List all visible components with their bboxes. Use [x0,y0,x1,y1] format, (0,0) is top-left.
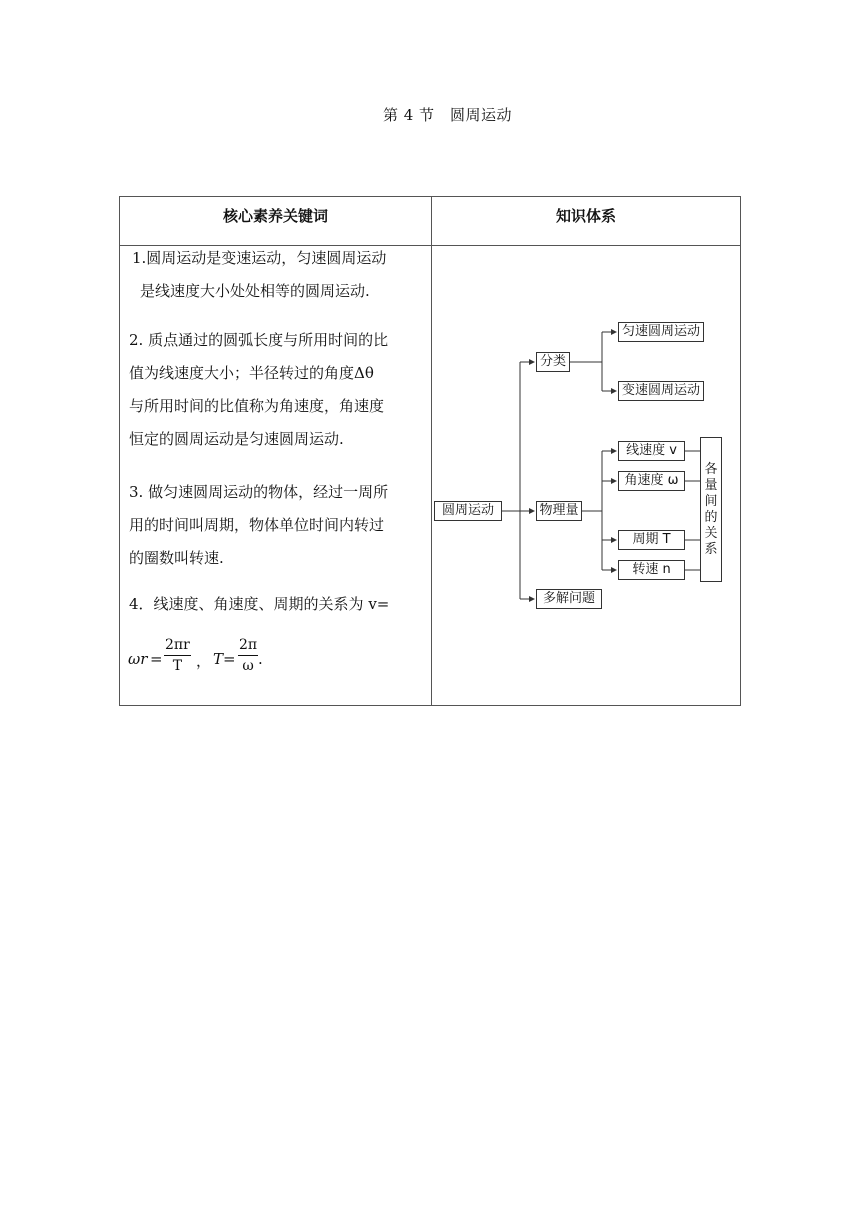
p1-line-1: 1.圆周运动是变速运动，匀速圆周运动 [132,249,387,267]
keyword-paragraph-1 [132,242,428,308]
node-circular-motion: 圆周运动 [434,501,502,521]
p2-line-4: 恒定的圆周运动是匀速圆周运动. [129,430,344,448]
formula-fraction-2 [238,637,258,674]
node-classification: 分类 [536,352,570,372]
keyword-paragraph-2 [129,324,425,456]
formula-equals-1: = [150,650,163,668]
formula-separator: ， [196,652,212,670]
node-period: 周期 T [618,530,685,550]
header-knowledge-system: 知识体系 [555,207,616,225]
relations-char-5: 关 [704,526,718,541]
node-uniform-circular-motion: 匀速圆周运动 [618,322,704,342]
relation-formula [128,635,418,685]
node-linear-velocity: 线速度 v [618,441,685,461]
node-relations [700,437,722,582]
relations-char-3: 间 [704,494,718,509]
node-multi-solution-problems: 多解问题 [536,589,602,609]
node-physical-quantities: 物理量 [536,501,582,521]
keyword-paragraph-3 [129,476,425,575]
node-variable-circular-motion: 变速圆周运动 [618,381,704,401]
formula-fraction-1 [164,637,191,674]
knowledge-diagram [434,249,740,701]
page-title: 第 4 节 圆周运动 [382,106,513,124]
p1-line-2: 是线速度大小处处相等的圆周运动. [140,282,370,300]
formula-omega-r: ωr [128,650,148,668]
relations-char-4: 的 [704,510,718,525]
keyword-paragraph-4 [129,588,425,621]
column-divider [431,197,432,705]
formula-period: . [258,650,263,668]
formula-equals-2: = [223,650,236,668]
p3-line-3: 的圈数叫转速. [129,549,224,567]
node-angular-velocity: 角速度 ω [618,471,685,491]
relations-char-6: 系 [704,542,718,557]
relations-char-1: 各 [704,462,718,477]
p2-line-2: 值为线速度大小；半径转过的角度Δθ [129,364,374,382]
diagram-connectors [434,249,740,701]
p2-line-3: 与所用时间的比值称为角速度，角速度 [129,397,385,415]
header-keywords: 核心素养关键词 [222,207,328,225]
relations-char-2: 量 [704,478,718,493]
node-rotation-speed: 转速 n [618,560,685,580]
fraction-2-numerator: 2π [238,637,258,656]
formula-T: T [213,650,224,668]
fraction-1-numerator: 2πr [164,637,191,656]
summary-table [119,196,741,706]
fraction-1-denominator: T [172,658,183,674]
p2-line-1: 2. 质点通过的圆弧长度与所用时间的比 [129,331,389,349]
p3-line-1: 3. 做匀速圆周运动的物体，经过一周所 [129,483,389,501]
p4-line-1: 4．线速度、角速度、周期的关系为 v= [129,595,390,613]
fraction-2-denominator: ω [242,658,254,674]
p3-line-2: 用的时间叫周期，物体单位时间内转过 [129,516,385,534]
